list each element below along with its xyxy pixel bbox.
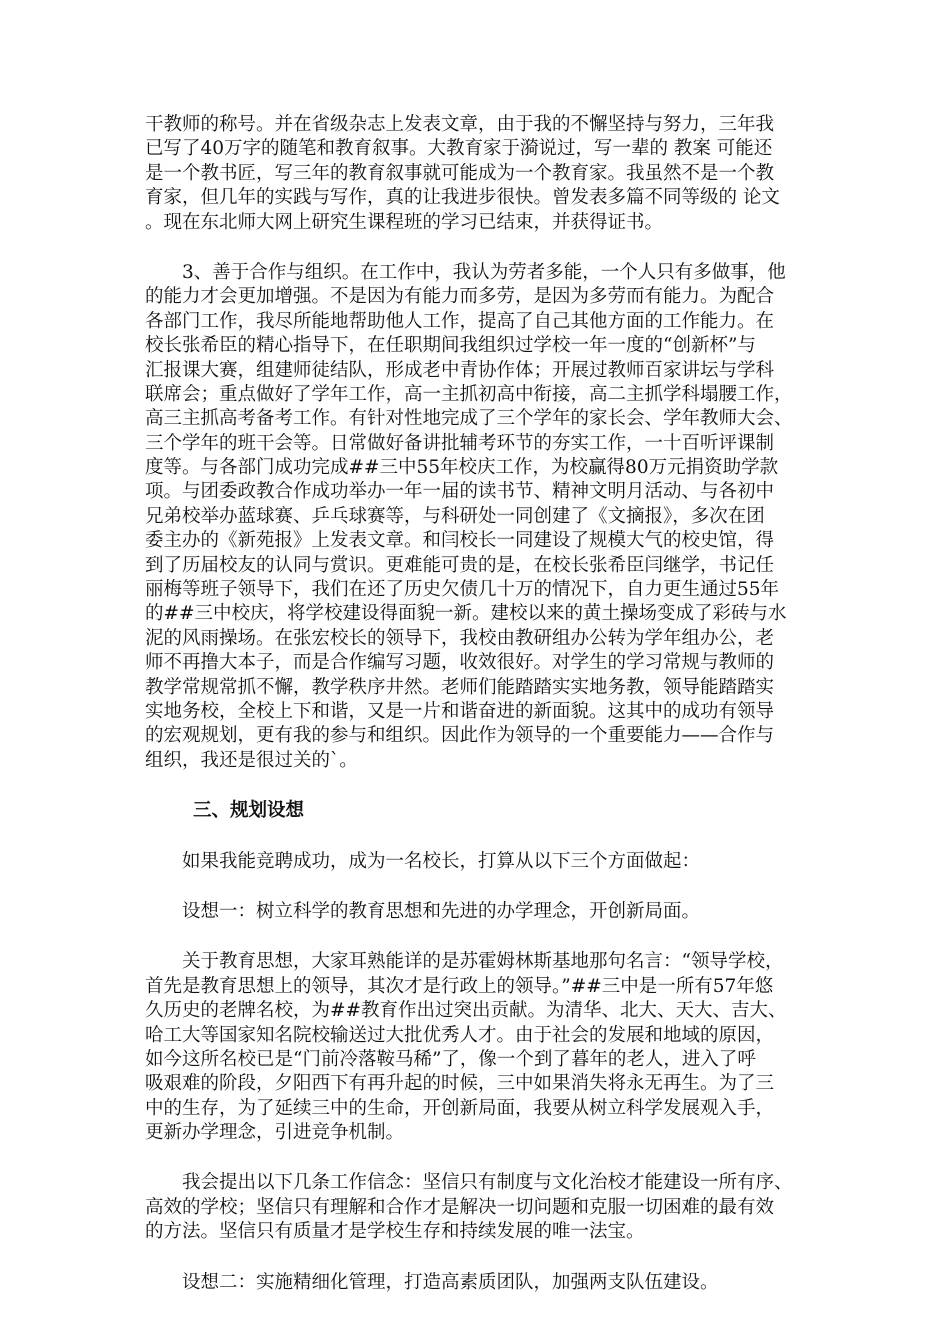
text-line: 委主办的《新苑报》上发表文章。和闫校长一同建设了规模大气的校史馆，得 bbox=[145, 530, 775, 552]
text-line: 的能力才会更加增强。不是因为有能力而多劳，是因为多劳而有能力。为配合 bbox=[145, 286, 775, 308]
text-line: 我会提出以下几条工作信念：坚信只有制度与文化治校才能建设一所有序、 bbox=[145, 1172, 793, 1194]
text-line: 的##三中校庆，将学校建设得面貌一新。建校以来的黄土操场变成了彩砖与水 bbox=[145, 603, 787, 625]
text-line: 丽梅等班子领导下，我们在还了历史欠债几十万的情况下，自力更生通过55年 bbox=[145, 579, 780, 601]
paragraph-idea-two bbox=[145, 1271, 805, 1295]
paragraph-education-thought bbox=[145, 950, 805, 1145]
text-line: 哈工大等国家知名院校输送过大批优秀人才。由于社会的发展和地域的原因， bbox=[145, 1024, 775, 1046]
text-line: 中的生存，为了延续三中的生命，开创新局面，我要从树立科学发展观入手， bbox=[145, 1097, 775, 1119]
text-line: 3、善于合作与组织。在工作中，我认为劳者多能，一个人只有多做事，他 bbox=[145, 261, 786, 283]
text-line: 已写了40万字的随笔和教育叙事。大教育家于漪说过，写一辈的 教案 可能还 bbox=[145, 138, 773, 160]
text-line: 汇报课大赛，组建师徒结队，形成老中青协作体；开展过教师百家讲坛与学科 bbox=[145, 359, 775, 381]
paragraph-cooperation bbox=[145, 261, 805, 773]
text-line: 校长张希臣的精心指导下，在任职期间我组织过学校一年一度的“创新杯”与 bbox=[145, 335, 756, 357]
text-line: 师不再撸大本子，而是合作编写习题，收效很好。对学生的学习常规与教师的 bbox=[145, 652, 775, 674]
text-line: 关于教育思想，大家耳熟能详的是苏霍姆林斯基地那句名言：“领导学校， bbox=[145, 951, 784, 973]
text-line: 是一个教书匠，写三年的教育叙事就可能成为一个教育家。我虽然不是一个教 bbox=[145, 162, 775, 184]
text-line: 如今这所名校已是“门前冷落鞍马稀”了，像一个到了暮年的老人，进入了呼 bbox=[145, 1048, 756, 1070]
text-line: 更新办学理念，引进竞争机制。 bbox=[145, 1122, 405, 1144]
text-line: 组织，我还是很过关的`。 bbox=[145, 749, 358, 771]
text-line: 到了历届校友的认同与赏识。更难能可贵的是，在校长张希臣闫继学，书记任 bbox=[145, 554, 775, 576]
text-line: 项。与团委政教合作成功举办一年一届的读书节、精神文明月活动、与各初中 bbox=[145, 481, 775, 503]
paragraph-intro bbox=[145, 850, 805, 874]
text-line: 联席会；重点做好了学年工作，高一主抓初高中衔接，高二主抓学科塌腰工作， bbox=[145, 383, 793, 405]
text-line: 如果我能竞聘成功，成为一名校长，打算从以下三个方面做起： bbox=[145, 850, 701, 872]
text-line: 泥的风雨操场。在张宏校长的领导下，我校由教研组办公转为学年组办公，老 bbox=[145, 627, 775, 649]
text-line: 的宏观规划，更有我的参与和组织。因此作为领导的一个重要能力——合作与 bbox=[145, 725, 775, 747]
text-line: 设想一：树立科学的教育思想和先进的办学理念，开创新局面。 bbox=[145, 900, 701, 922]
section-heading: 三、规划设想 bbox=[193, 800, 305, 822]
text-line: 各部门工作，我尽所能地帮助他人工作，提高了自己其他方面的工作能力。在 bbox=[145, 310, 775, 332]
text-line: 三个学年的班干会等。日常做好备讲批辅考环节的夯实工作，一十百听评课制 bbox=[145, 432, 775, 454]
paragraph-idea-one bbox=[145, 900, 805, 924]
paragraph-achievements bbox=[145, 113, 805, 235]
text-line: 首先是教育思想上的领导，其次才是行政上的领导。”##三中是一所有57年悠 bbox=[145, 975, 774, 997]
document-body bbox=[145, 113, 805, 1321]
text-line: 高效的学校；坚信只有理解和合作才是解决一切问题和克服一切困难的最有效 bbox=[145, 1196, 775, 1218]
text-line: 育家，但几年的实践与写作，真的让我进步很快。曾发表多篇不同等级的 论文 bbox=[145, 187, 780, 209]
paragraph-work-beliefs bbox=[145, 1171, 805, 1244]
text-line: 久历史的老牌名校，为##教育作出过突出贡献。为清华、北大、天大、吉大、 bbox=[145, 1000, 787, 1022]
text-line: 设想二：实施精细化管理，打造高素质团队，加强两支队伍建设。 bbox=[145, 1271, 719, 1293]
text-line: 度等。与各部门成功完成##三中55年校庆工作，为校赢得80万元捐资助学款 bbox=[145, 457, 779, 479]
text-line: 高三主抓高考备考工作。有针对性地完成了三个学年的家长会、学年教师大会、 bbox=[145, 408, 793, 430]
text-line: 吸艰难的阶段，夕阳西下有再升起的时候，三中如果消失将永无再生。为了三 bbox=[145, 1073, 775, 1095]
text-line: 干教师的称号。并在省级杂志上发表文章，由于我的不懈坚持与努力，三年我 bbox=[145, 114, 775, 135]
text-line: 兄弟校举办蓝球赛、乒乓球赛等，与科研处一同创建了《文摘报》，多次在团 bbox=[145, 505, 765, 527]
text-line: 教学常规常抓不懈，教学秩序井然。老师们能踏踏实实地务教，领导能踏踏实 bbox=[145, 676, 775, 698]
text-line: 。现在东北师大网上研究生课程班的学习已结束，并获得证书。 bbox=[145, 211, 664, 233]
text-line: 实地务校，全校上下和谐，又是一片和谐奋进的新面貌。这其中的成功有领导 bbox=[145, 700, 775, 722]
text-line: 的方法。坚信只有质量才是学校生存和持续发展的唯一法宝。 bbox=[145, 1221, 645, 1243]
